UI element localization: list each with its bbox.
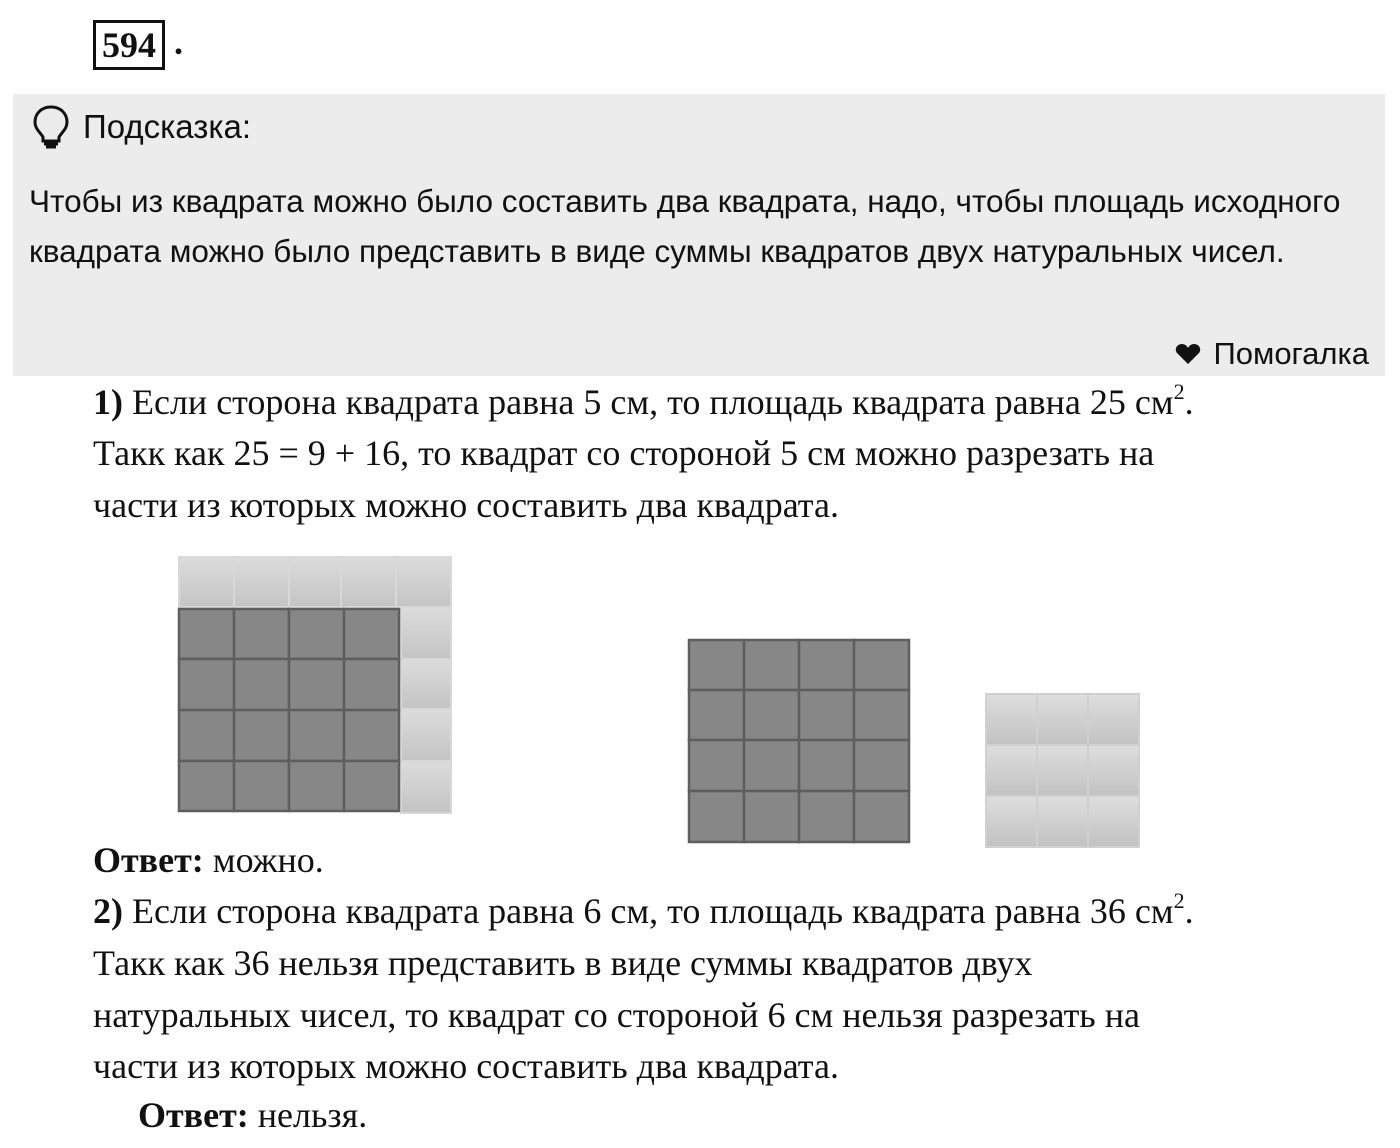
part2-text: Такк как 36 нельзя представить в виде суммы квадратов двух натуральных чисел, то квадрат со стороной 6 см нельзя разрезать на части из которых можно составить два квадрата. bbox=[93, 943, 1140, 1086]
part1-label: 1) bbox=[93, 382, 123, 422]
part1-line1: Если сторона квадрата равна 5 см, то площадь квадрата равна 25 см bbox=[123, 382, 1174, 422]
hint-credit bbox=[1175, 336, 1369, 372]
part2-tail: . bbox=[1184, 891, 1194, 931]
square-3x3-figure bbox=[983, 692, 1143, 850]
part2-line1: Если сторона квадрата равна 6 см, то площадь квадрата равна 36 см bbox=[123, 891, 1174, 931]
answer1-value: можно. bbox=[203, 840, 324, 880]
part1-tail: . bbox=[1184, 382, 1194, 422]
part2-label: 2) bbox=[93, 891, 123, 931]
part1-first-line bbox=[93, 377, 1194, 428]
lightbulb-icon bbox=[31, 104, 71, 150]
square-4x4-figure bbox=[687, 638, 915, 846]
answer2-label: Ответ: bbox=[138, 1095, 249, 1135]
heart-icon bbox=[1175, 343, 1201, 365]
answer1 bbox=[93, 835, 324, 886]
hint-header bbox=[31, 102, 251, 152]
part1-text: Такк как 25 = 9 + 16, то квадрат со стороной 5 см можно разрезать на части из которых можно составить два квадрата. bbox=[93, 433, 1155, 525]
hint-box bbox=[13, 94, 1385, 376]
part1-sup: 2 bbox=[1173, 379, 1185, 404]
answer2 bbox=[138, 1090, 367, 1141]
part2-first-line bbox=[93, 886, 1194, 937]
hint-text: Чтобы из квадрата можно было составить два квадрата, надо, чтобы площадь исходного квадрата можно было представить в виде суммы квадратов двух натуральных чисел. bbox=[29, 183, 1341, 269]
answer1-label: Ответ: bbox=[93, 840, 204, 880]
problem-number: 594 bbox=[93, 20, 165, 70]
part2-sup: 2 bbox=[1173, 888, 1185, 913]
hint-credit-text: Помогалка bbox=[1213, 336, 1369, 371]
problem-number-dot: . bbox=[174, 22, 183, 62]
answer2-value: нельзя. bbox=[248, 1095, 368, 1135]
hint-title: Подсказка: bbox=[83, 108, 252, 145]
square-5x5-figure bbox=[176, 555, 456, 815]
